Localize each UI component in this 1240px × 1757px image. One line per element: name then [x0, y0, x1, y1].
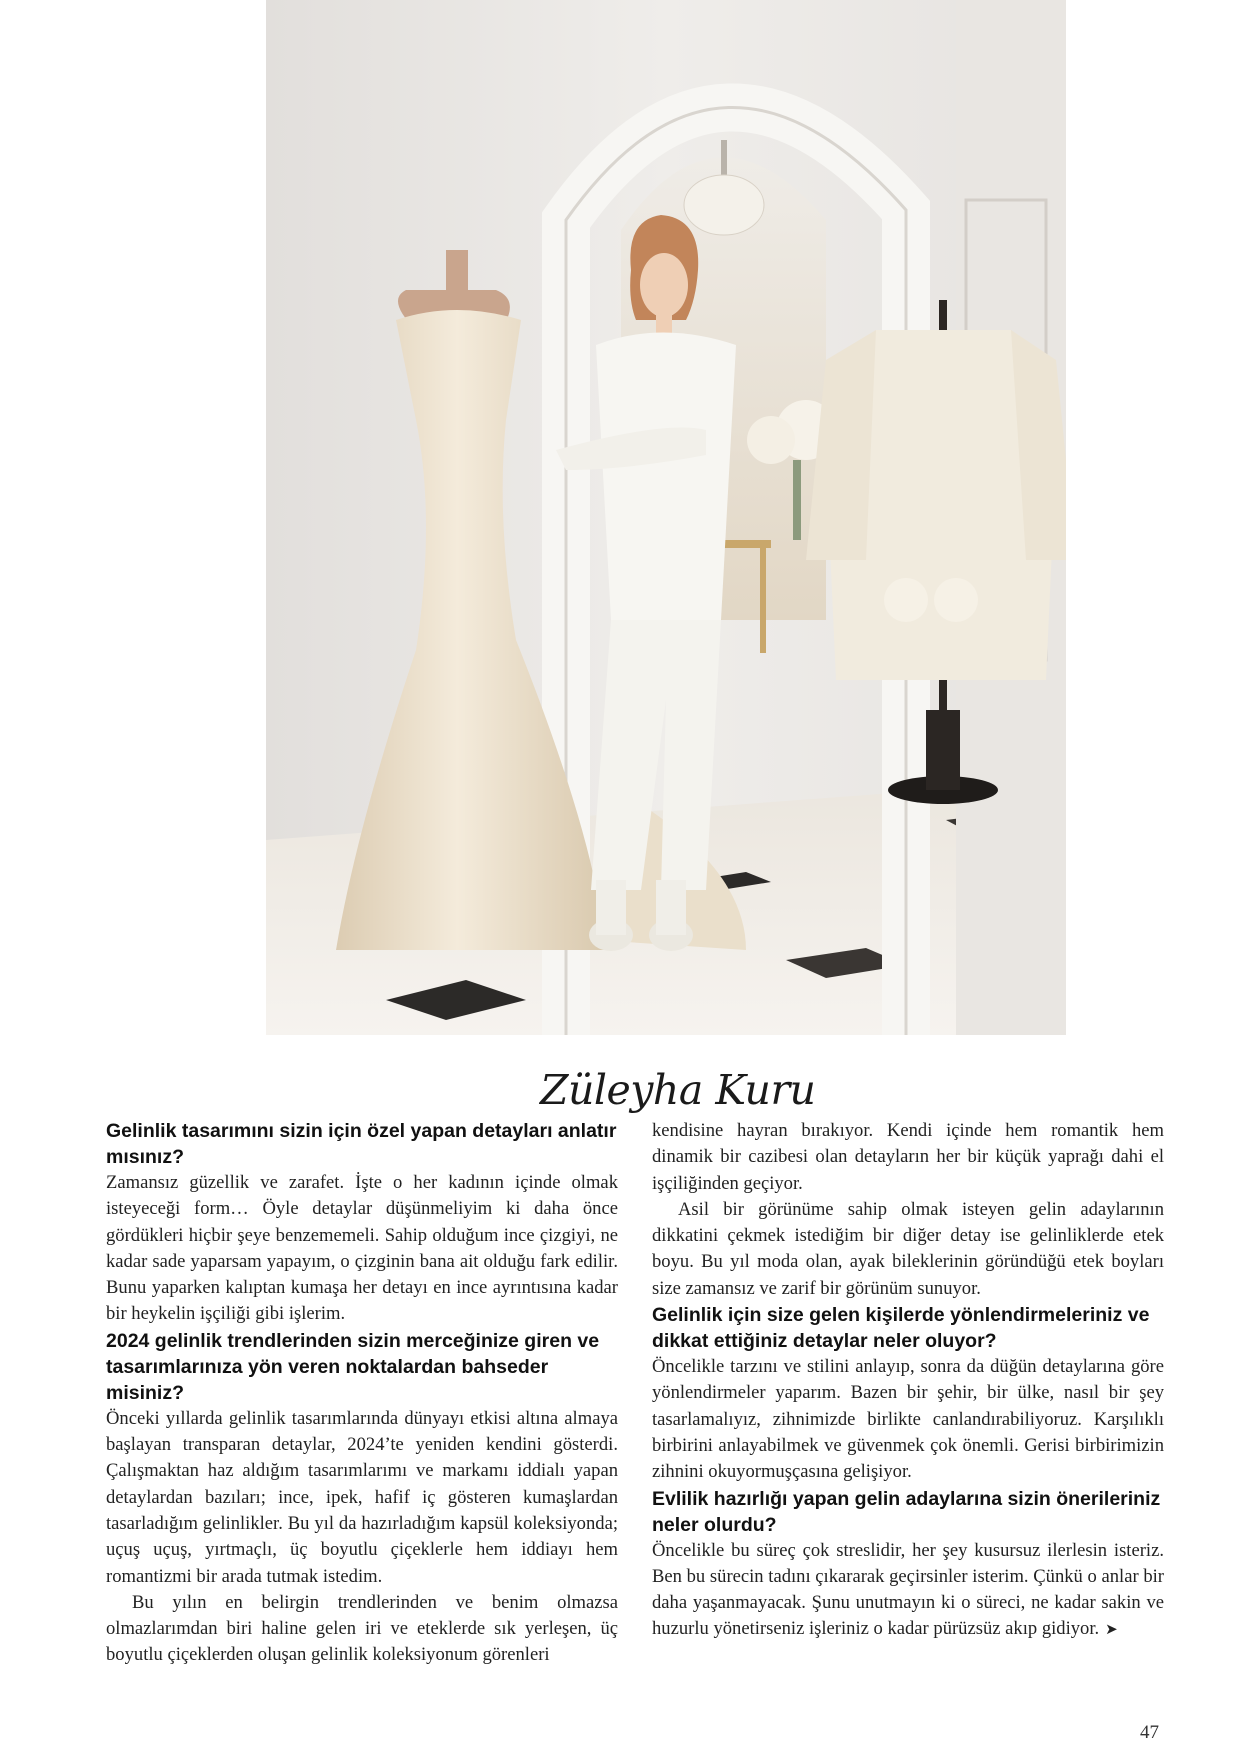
- final-answer-text: Öncelikle bu süreç çok streslidir, her şey kusursuz ilerlesin isteriz. Ben bu sürecin tadını çıkararak geçirsinler isterim. Çünkü o anlar bir daha yaşanmayacak. Şunu unutmayın ki o süreci, ne kadar sakin ve huzurlu yönetirseniz işleriniz o kadar pürüzsüz akıp gidiyor.: [652, 1539, 1164, 1640]
- interview-answer: Bu yılın en belirgin trendlerinden ve benim olmazsa olmazlarımdan biri haline gelen iri ve eteklerde sık yerleşen, üç boyutlu çiçeklerden oluşan gelinlik koleksiyonum görenleri: [106, 1591, 618, 1666]
- interview-answer-final: [652, 1538, 1164, 1643]
- portrait-photo: [266, 0, 1066, 1035]
- interview-answer: kendisine hayran bırakıyor. Kendi içinde hem romantik hem dinamik bir cazibesi olan detayların her bir küçük yaprağı dahi el işçiliğinden geçiyor.: [652, 1120, 1164, 1194]
- interview-question: Evlilik hazırlığı yapan gelin adaylarına sizin önerileriniz neler olurdu?: [652, 1487, 1161, 1536]
- designer-signature: Züleyha Kuru: [540, 1066, 816, 1114]
- arrowhead-icon: ➤: [1105, 1620, 1118, 1639]
- interview-answer: Önceki yıllarda gelinlik tasarımlarında dünyayı etkisi altına almaya başlayan transparan detaylar, 2024’te yeniden kendini gösterdi. Çalışmaktan haz aldığım tasarımlarımı ve markamı iddialı yapan detaylardan bazıları; ince, ipek, hafif iç gösteren kumaşlardan tasarladığım gelinlikler. Bu yıl da hazırladığım kapsül koleksiyonda; uçuş uçuş, yırtmaçlı, üç boyutlu çiçeklerle hem iddiayı hem romantizmi bir arada tutmak istedim.: [106, 1407, 618, 1587]
- interview-question: Gelinlik tasarımını sizin için özel yapan detayları anlatır mısınız?: [106, 1120, 617, 1168]
- article-column-right: [652, 1118, 1164, 1643]
- interview-answer: Zamansız güzellik ve zarafet. İşte o her kadının içinde olmak isteyeceği form… Öyle detaylar düşünmeliyim ki daha önce gördükleri hiçbir şeye benzememeli. Sahip olduğum ince çizgiyi, ne kadar sade yaparsam yapayım, o çizginin bana ait olduğu fark edilir. Bunu yaparken kalıptan kumaşa her detayı en ince ayrıntısına kadar bir heykelin işçiliği gibi işlerim.: [106, 1172, 618, 1325]
- photo-illustration: [266, 0, 1066, 1035]
- interview-answer: Asil bir görünüme sahip olmak isteyen gelin adaylarının dikkatini çekmek istediğim bir diğer detay ise gelinliklerde etek boyu. Bu yıl moda olan, ayak bileklerinin göründüğü etek boyları size zamansız ve zarif bir görünüm sunuyor.: [652, 1198, 1164, 1299]
- interview-answer: Öncelikle tarzını ve stilini anlayıp, sonra da düğün detaylarına göre yönlendirmeler yaparım. Bazen bir şehir, bir ülke, nasıl bir şey tasarlamalıyız, zihnimizde birlikte canlandırabiliyoruz. Karşılıklı birbirini anlayabilmek ve güvenmek çok önemli. Gerisi birbirimizin zihnini okuyormuşçasına gelişiyor.: [652, 1356, 1164, 1483]
- interview-question: Gelinlik için size gelen kişilerde yönlendirmeleriniz ve dikkat ettiğiniz detaylar neler oluyor?: [652, 1304, 1150, 1353]
- article-column-left: [106, 1118, 618, 1669]
- interview-question: 2024 gelinlik trendlerinden sizin merceğinize giren ve tasarımlarınıza yön veren noktalardan bahseder misiniz?: [106, 1329, 600, 1404]
- page-number: 47: [1140, 1722, 1159, 1743]
